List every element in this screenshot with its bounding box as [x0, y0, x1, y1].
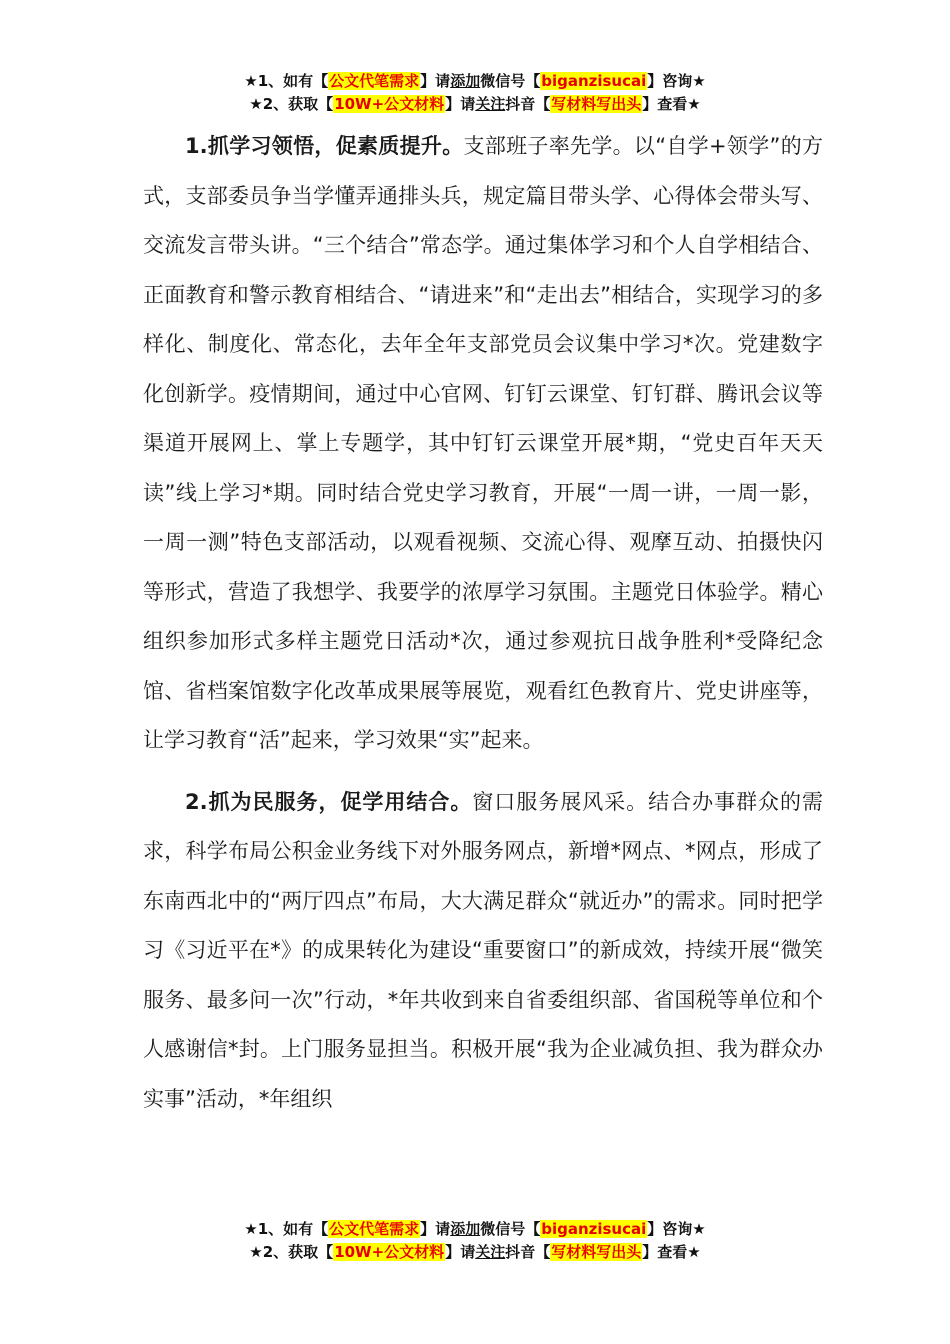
- banner-highlight: 写材料写出头: [551, 95, 642, 113]
- paragraph: [143, 122, 823, 766]
- banner-text: ★2、获取【: [249, 1243, 334, 1261]
- banner-highlight: biganzisucai: [541, 72, 647, 90]
- banner-line-2: [0, 93, 950, 116]
- banner-text: 】咨询★: [647, 72, 706, 90]
- banner-text: ★2、获取【: [249, 95, 334, 113]
- banner-underline: 添加: [450, 1220, 481, 1238]
- banner-text: ★1、如有【: [244, 72, 329, 90]
- paragraph-text: 窗口服务展风采。结合办事群众的需求，科学布局公积金业务线下对外服务网点，新增*网点、*网点，形成了东南西北中的“两厅四点”布局，大大满足群众“就近办”的需求。同时把学习《习近平在*》的成果转化为建设“重要窗口”的新成效，持续开展“微笑服务、最多问一次”行动，*年共收到来自省委组织部、省国税等单位和个人感谢信*封。上门服务显担当。积极开展“我为企业减负担、我为群众办实事”活动，*年组织: [143, 789, 824, 1111]
- paragraph-text: 支部班子率先学。以“自学+领学”的方式，支部委员争当学懂弄通排头兵，规定篇目带头学、心得体会带头写、交流发言带头讲。“三个结合”常态学。通过集体学习和个人自学相结合、正面教育和警示教育相结合、“请进来”和“走出去”相结合，实现学习的多样化、制度化、常态化，去年全年支部党员会议集中学习*次。党建数字化创新学。疫情期间，通过中心官网、钉钉云课堂、钉钉群、腾讯会议等渠道开展网上、掌上专题学，其中钉钉云课堂开展*期，“党史百年天天读”线上学习*期。同时结合党史学习教育，开展“一周一讲，一周一影，一周一测”特色支部活动，以观看视频、交流心得、观摩互动、拍摄快闪等形式，营造了我想学、我要学的浓厚学习氛围。主题党日体验学。精心组织参加形式多样主题党日活动*次，通过参观抗日战争胜利*受降纪念馆、省档案馆数字化改革成果展等展览，观看红色教育片、党史讲座等，让学习教育“活”起来，学习效果“实”起来。: [143, 134, 823, 752]
- banner-text: 】请: [445, 95, 476, 113]
- footer-banner: [0, 1218, 950, 1264]
- banner-text: 】查看★: [642, 95, 701, 113]
- banner-highlight: 10W+公文材料: [334, 1243, 445, 1261]
- banner-text: 抖音【: [505, 1243, 551, 1261]
- banner-underline: 添加: [450, 72, 481, 90]
- banner-text: 】请: [420, 72, 451, 90]
- banner-text: 微信号【: [480, 1220, 541, 1238]
- banner-highlight: biganzisucai: [541, 1220, 647, 1238]
- banner-line-1: [0, 1218, 950, 1241]
- banner-underline: 关注: [475, 95, 506, 113]
- banner-highlight: 10W+公文材料: [334, 95, 445, 113]
- banner-highlight: 公文代笔需求: [329, 1220, 420, 1238]
- banner-line-1: [0, 70, 950, 93]
- paragraph: [143, 778, 823, 1125]
- banner-text: 】请: [445, 1243, 476, 1261]
- banner-underline: 关注: [475, 1243, 506, 1261]
- banner-text: 】请: [420, 1220, 451, 1238]
- document-body: [143, 122, 823, 1124]
- banner-highlight: 公文代笔需求: [329, 72, 420, 90]
- banner-text: 抖音【: [505, 95, 551, 113]
- header-banner: [0, 70, 950, 116]
- banner-text: 】查看★: [642, 1243, 701, 1261]
- banner-line-2: [0, 1241, 950, 1264]
- banner-text: 微信号【: [480, 72, 541, 90]
- banner-highlight: 写材料写出头: [551, 1243, 642, 1261]
- paragraph-lead: 2.抓为民服务，促学用结合。: [185, 789, 473, 814]
- banner-text: 】咨询★: [647, 1220, 706, 1238]
- banner-text: ★1、如有【: [244, 1220, 329, 1238]
- paragraph-lead: 1.抓学习领悟，促素质提升。: [185, 134, 464, 158]
